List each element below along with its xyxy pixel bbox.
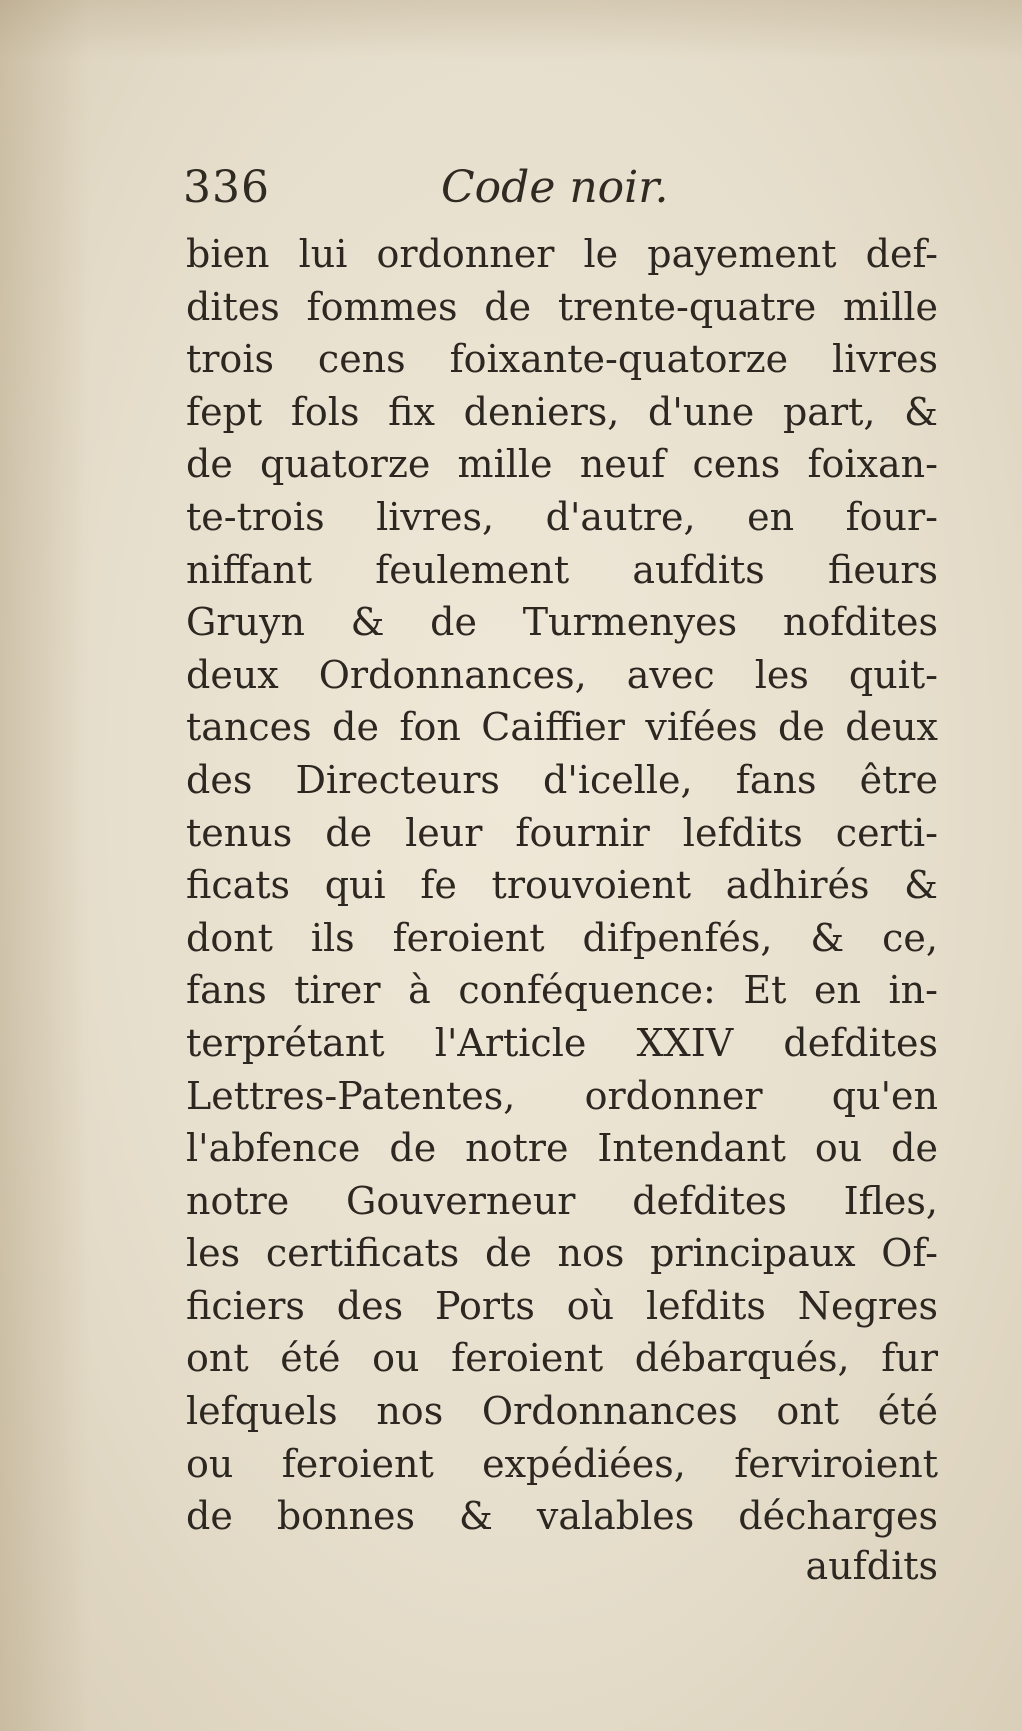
- text-line: les certificats de nos principaux Of-: [186, 1231, 938, 1276]
- page-header: [183, 160, 943, 216]
- text-line: tenus de leur fournir lefdits certi-: [186, 810, 938, 855]
- text-line: deux Ordonnances, avec les quit-: [186, 652, 938, 697]
- text-line: ficiers des Ports où lefdits Negres: [186, 1283, 938, 1328]
- catchword: aufdits: [805, 1544, 938, 1588]
- text-line: te-trois livres, d'autre, en four-: [186, 494, 938, 539]
- text-line: ou feroient expédiées, ferviroient: [186, 1441, 938, 1486]
- text-line: ont été ou feroient débarqués, fur: [186, 1336, 938, 1381]
- text-line: l'abfence de notre Intendant ou de: [186, 1126, 938, 1171]
- text-line: bien lui ordonner le payement def-: [186, 232, 938, 276]
- page-number: 336: [183, 162, 270, 213]
- text-line: de quatorze mille neuf cens foixan-: [186, 442, 938, 487]
- text-line: tances de fon Caiffier vifées de deux: [186, 705, 938, 750]
- page-edge-stain: [0, 0, 90, 1731]
- text-line: terprétant l'Article XXIV defdites: [186, 1020, 938, 1065]
- running-title: Code noir.: [441, 162, 669, 213]
- page-top-stain: [0, 0, 1022, 60]
- text-line: dont ils feroient difpenfés, & ce,: [186, 915, 938, 960]
- text-line: de bonnes & valables décharges: [186, 1494, 938, 1539]
- text-line: Lettres-Patentes, ordonner qu'en: [186, 1073, 938, 1118]
- text-line: notre Gouverneur defdites Ifles,: [186, 1178, 938, 1223]
- text-line: Gruyn & de Turmenyes nofdites: [186, 600, 938, 645]
- text-line: trois cens foixante-quatorze livres: [186, 337, 938, 382]
- body-text: [186, 228, 938, 1543]
- text-line: ficats qui fe trouvoient adhirés &: [186, 863, 938, 908]
- text-line: fept fols fix deniers, d'une part, &: [186, 389, 938, 434]
- text-line: des Directeurs d'icelle, fans être: [186, 757, 938, 802]
- text-line: niffant feulement aufdits fieurs: [186, 547, 938, 592]
- text-line: fans tirer à conféquence: Et en in-: [186, 968, 938, 1013]
- text-line: lefquels nos Ordonnances ont été: [186, 1389, 938, 1434]
- text-line: dites fommes de trente-quatre mille: [186, 284, 938, 329]
